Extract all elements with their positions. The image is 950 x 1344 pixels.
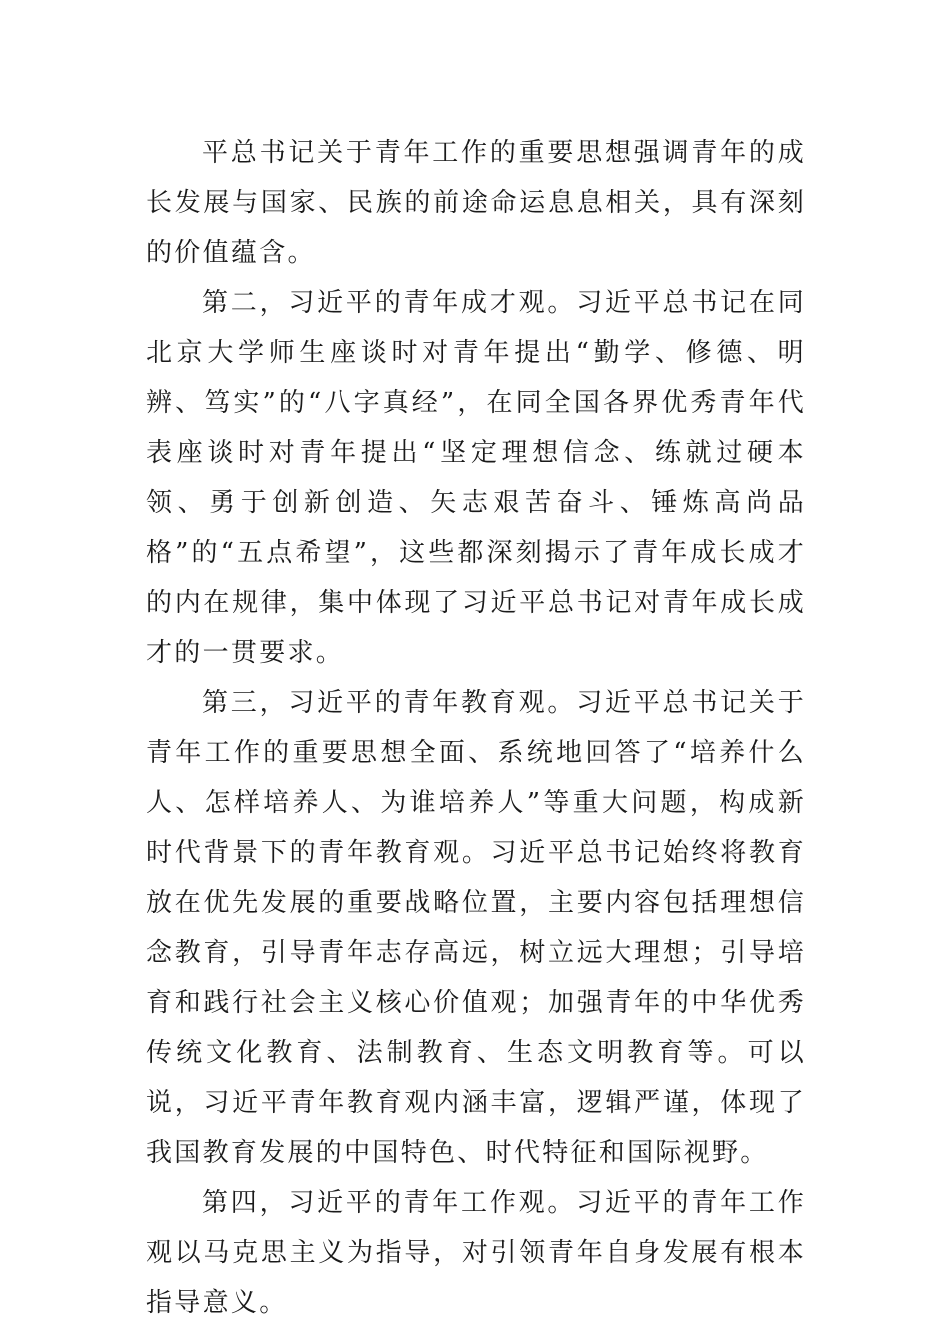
body-text bbox=[146, 128, 806, 1328]
paragraph-1: 平总书记关于青年工作的重要思想强调青年的成长发展与国家、民族的前途命运息息相关，具有深刻的价值蕴含。 bbox=[146, 138, 806, 268]
paragraph-4: 第四，习近平的青年工作观。习近平的青年工作观以马克思主义为指导，对引领青年自身发展有根本指导意义。 bbox=[146, 1188, 806, 1318]
paragraph-3: 第三，习近平的青年教育观。习近平总书记关于青年工作的重要思想全面、系统地回答了“培养什么人、怎样培养人、为谁培养人”等重大问题，构成新时代背景下的青年教育观。习近平总书记始终将教育放在优先发展的重要战略位置，主要内容包括理想信念教育，引导青年志存高远，树立远大理想；引导培育和践行社会主义核心价值观；加强青年的中华优秀传统文化教育、法制教育、生态文明教育等。可以说，习近平青年教育观内涵丰富，逻辑严谨，体现了我国教育发展的中国特色、时代特征和国际视野。 bbox=[146, 688, 806, 1168]
paragraph-2: 第二，习近平的青年成才观。习近平总书记在同北京大学师生座谈时对青年提出“勤学、修德、明辨、笃实”的“八字真经”，在同全国各界优秀青年代表座谈时对青年提出“坚定理想信念、练就过硬本领、勇于创新创造、矢志艰苦奋斗、锤炼高尚品格”的“五点希望”，这些都深刻揭示了青年成长成才的内在规律，集中体现了习近平总书记对青年成长成才的一贯要求。 bbox=[146, 288, 806, 668]
